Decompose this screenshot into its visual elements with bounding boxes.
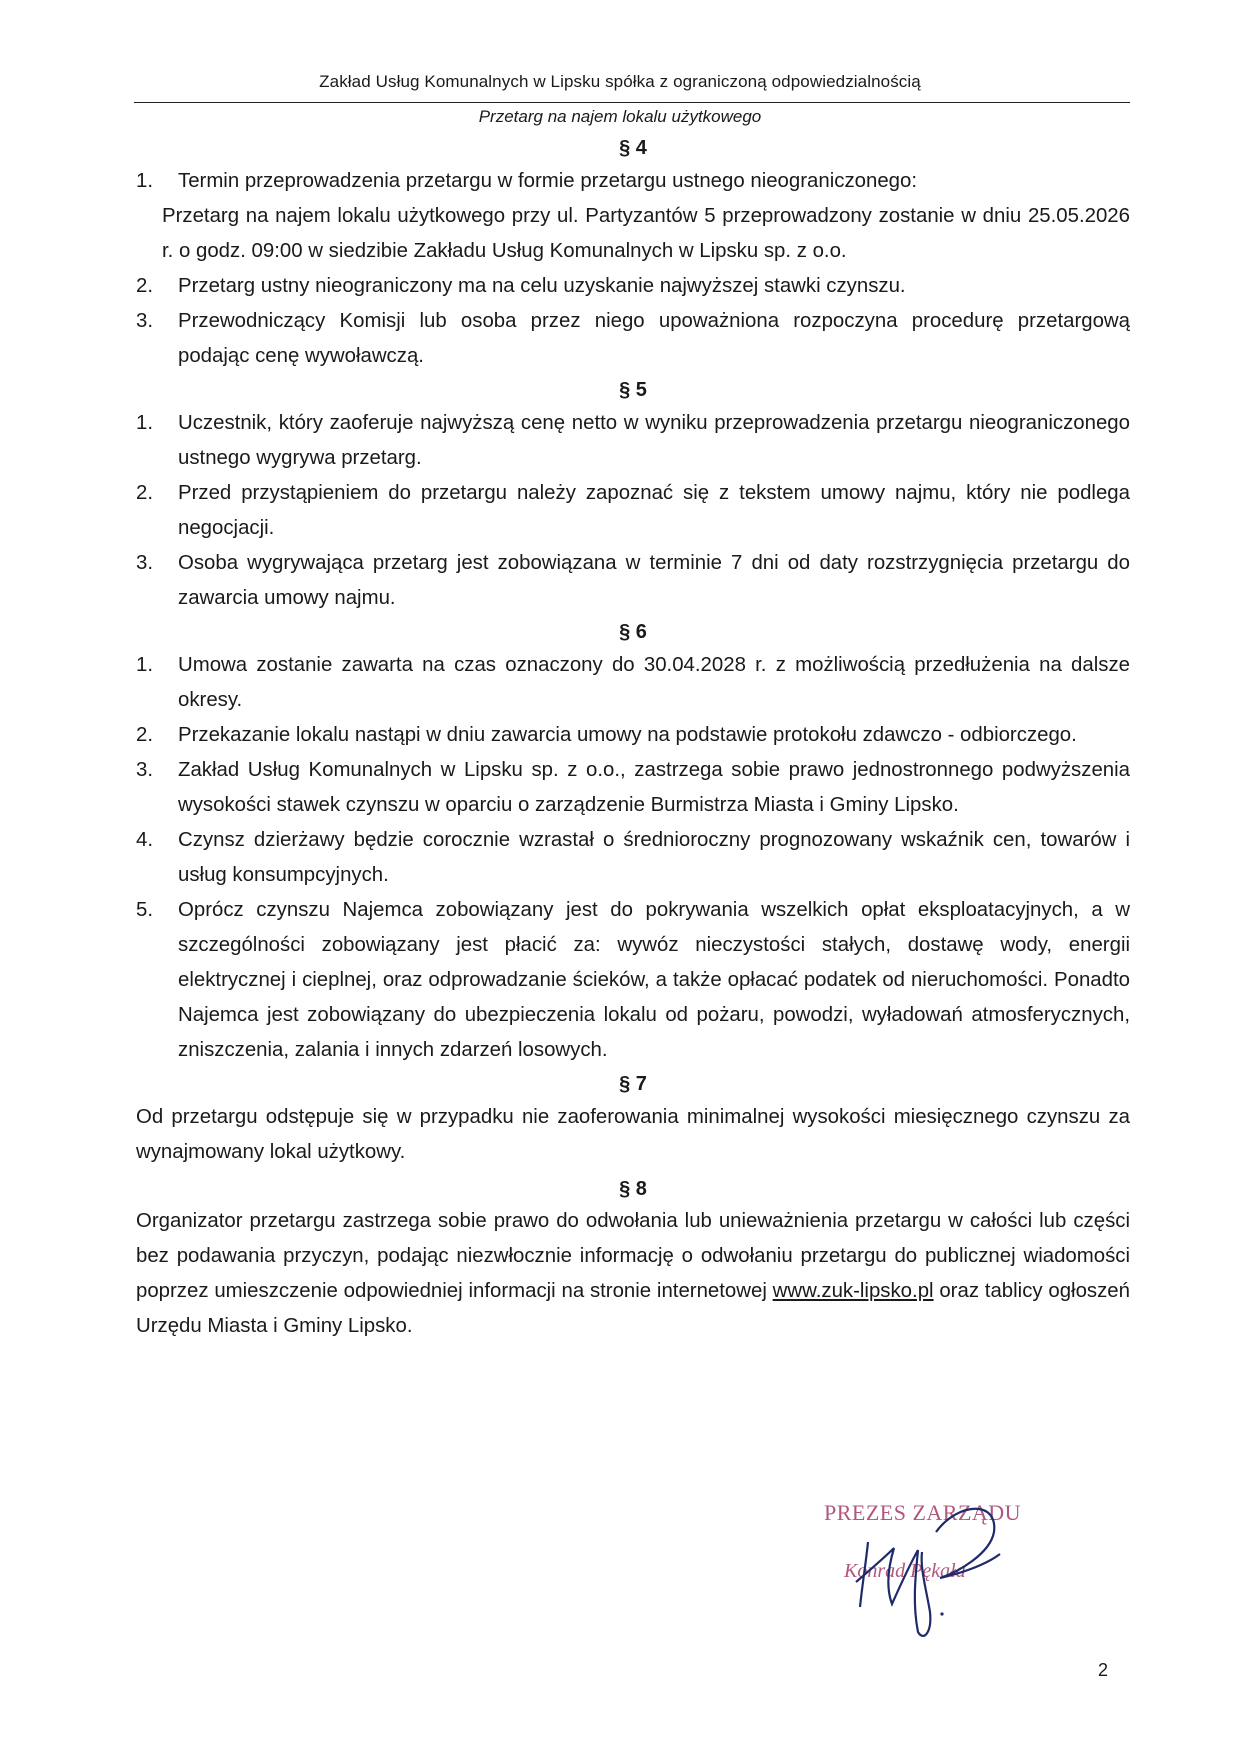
- stamp-title: PREZES ZARZĄDU: [824, 1500, 1022, 1525]
- item-number: 3.: [136, 552, 154, 574]
- section-4-list: [136, 164, 1130, 374]
- list-item: [136, 164, 1130, 199]
- item-text: Oprócz czynszu Najemca zobowiązany jest do pokrywania wszelkich opłat eksploatacyjnych, a w szczególności zobowiązany jest płacić za: wywóz nieczystości stałych, dostawę wody, energii elektrycznej i cieplnej, oraz odprowadzanie ścieków, a także opłacać podatek od nieruchomości. Ponadto Najemca jest zobowiązany do ubezpieczenia lokalu od pożaru, powodzi, wyładowań atmosferycznych, zniszczenia, zalania i innych zdarzeń losowych.: [178, 899, 1130, 1061]
- list-item: [136, 893, 1130, 1068]
- list-item: [136, 476, 1130, 546]
- section-heading-4: § 4: [619, 137, 647, 159]
- section-8-text-before: Organizator przetargu zastrzega sobie prawo do odwołania lub unieważnienia przetargu w całości lub części bez podawania przyczyn, podając niezwłocznie informację o odwołaniu przetargu do publicznej wiadomości poprzez umieszczenie odpowiedniej informacji na stronie internetowej: [136, 1210, 1130, 1302]
- item-number: 2.: [136, 275, 154, 297]
- item-number: 3.: [136, 759, 154, 781]
- section-heading-6: § 6: [619, 621, 647, 643]
- header-company-name: Zakład Usług Komunalnych w Lipsku spółka z ograniczoną odpowiedzialnością: [319, 72, 921, 91]
- item-text: Uczestnik, który zaoferuje najwyższą cenę netto w wyniku przeprowadzenia przetargu nieograniczonego ustnego wygrywa przetarg.: [178, 412, 1130, 469]
- list-item: [136, 753, 1130, 823]
- item-text: Przetarg na najem lokalu użytkowego przy ul. Partyzantów 5 przeprowadzony zostanie w dniu 25.05.2026 r. o godz. 09:00 w siedzibie Zakładu Usług Komunalnych w Lipsku sp. z o.o.: [162, 205, 1130, 262]
- list-item: [136, 199, 1130, 269]
- section-heading-8: § 8: [619, 1178, 647, 1200]
- item-number: 2.: [136, 724, 154, 746]
- list-item: [136, 304, 1130, 374]
- item-number: 1.: [136, 170, 154, 192]
- header-subtitle: Przetarg na najem lokalu użytkowego: [478, 107, 762, 126]
- section-6-list: [136, 648, 1130, 1068]
- section-5-list: [136, 406, 1130, 616]
- item-number: 3.: [136, 310, 154, 332]
- item-number: 5.: [136, 899, 154, 921]
- header-divider: [134, 102, 1130, 103]
- item-text: Termin przeprowadzenia przetargu w formie przetargu ustnego nieograniczonego:: [178, 170, 918, 192]
- page-number: 2: [1098, 1660, 1109, 1680]
- item-text: Przetarg ustny nieograniczony ma na celu uzyskanie najwyższej stawki czynszu.: [178, 275, 906, 297]
- section-7-text: Od przetargu odstępuje się w przypadku nie zaoferowania minimalnej wysokości miesięcznego czynszu za wynajmowany lokal użytkowy.: [136, 1106, 1130, 1163]
- list-item: [136, 406, 1130, 476]
- item-number: 1.: [136, 412, 154, 434]
- list-item: [136, 648, 1130, 718]
- list-item: [136, 823, 1130, 893]
- signature-stamp: [808, 1492, 1078, 1642]
- item-number: 2.: [136, 482, 154, 504]
- website-link[interactable]: www.zuk-lipsko.pl: [772, 1280, 934, 1302]
- document-body: [136, 132, 1130, 1344]
- item-text: Przewodniczący Komisji lub osoba przez niego upoważniona rozpoczyna procedurę przetargową podając cenę wywoławczą.: [178, 310, 1130, 367]
- item-text: Przekazanie lokalu nastąpi w dniu zawarcia umowy na podstawie protokołu zdawczo - odbiorczego.: [178, 724, 1077, 746]
- section-8-text-after: oraz tablicy ogłoszeń Urzędu Miasta i Gminy Lipsko.: [136, 1280, 1130, 1337]
- item-text: Czynsz dzierżawy będzie corocznie wzrastał o średnioroczny prognozowany wskaźnik cen, towarów i usług konsumpcyjnych.: [178, 829, 1130, 886]
- item-number: 1.: [136, 654, 154, 676]
- item-text: Osoba wygrywająca przetarg jest zobowiązana w terminie 7 dni od daty rozstrzygnięcia przetargu do zawarcia umowy najmu.: [178, 552, 1130, 609]
- section-heading-5: § 5: [619, 379, 647, 401]
- item-text: Zakład Usług Komunalnych w Lipsku sp. z o.o., zastrzega sobie prawo jednostronnego podwyższenia wysokości stawek czynszu w oparciu o zarządzenie Burmistrza Miasta i Gminy Lipsko.: [178, 759, 1130, 816]
- handwritten-signature: [808, 1492, 1078, 1642]
- list-item: [136, 718, 1130, 753]
- list-item: [136, 546, 1130, 616]
- section-8-text: [136, 1204, 1130, 1344]
- item-text: Przed przystąpieniem do przetargu należy zapoznać się z tekstem umowy najmu, który nie podlega negocjacji.: [178, 482, 1130, 539]
- item-text: Umowa zostanie zawarta na czas oznaczony do 30.04.2028 r. z możliwością przedłużenia na dalsze okresy.: [178, 654, 1130, 711]
- item-number: 4.: [136, 829, 154, 851]
- stamp-name: Konrad Pękała: [844, 1560, 966, 1582]
- section-heading-7: § 7: [619, 1073, 647, 1095]
- list-item: [136, 269, 1130, 304]
